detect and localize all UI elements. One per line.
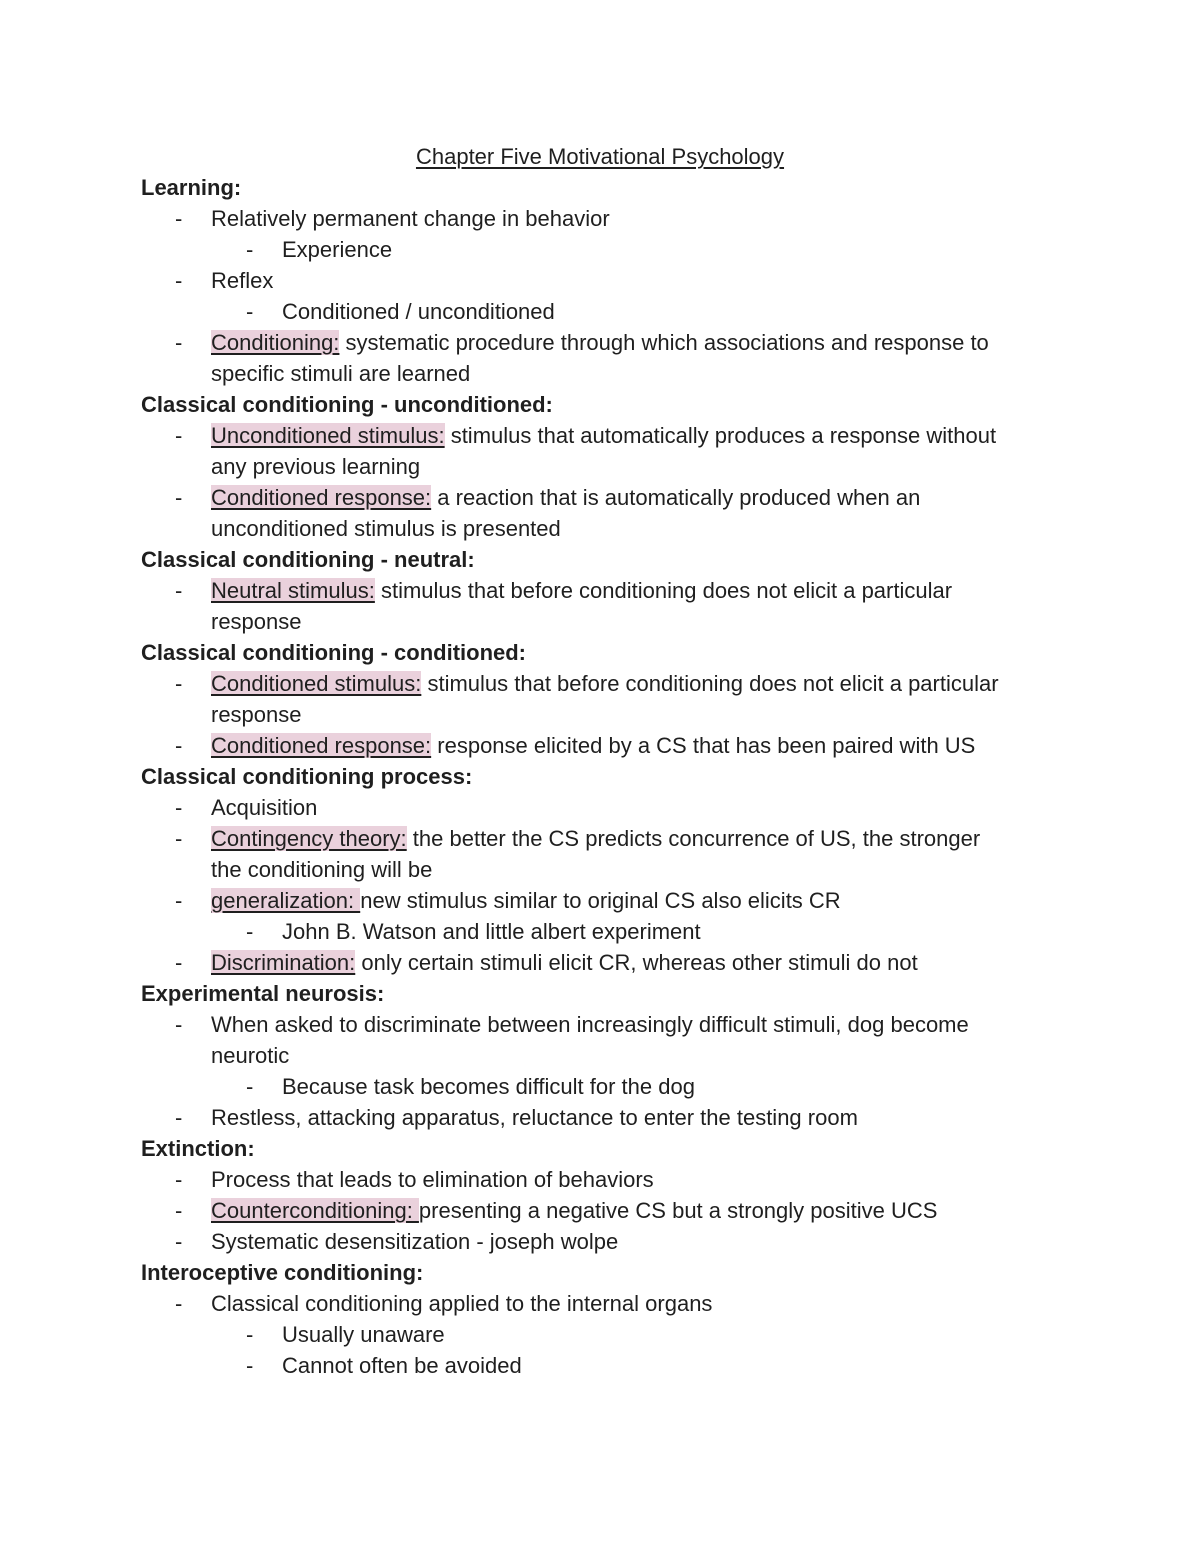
list-item-text: stimulus that automatically produces a response without bbox=[444, 423, 997, 448]
list-item-continuation: response bbox=[211, 609, 302, 634]
list-item-text: Restless, attacking apparatus, reluctance to enter the testing room bbox=[211, 1105, 858, 1130]
list-item bbox=[141, 1164, 1071, 1195]
bullet-dash: - bbox=[175, 950, 183, 975]
bullet-dash: - bbox=[175, 578, 183, 603]
list-item-text: new stimulus similar to original CS also elicits CR bbox=[360, 888, 841, 913]
list-item bbox=[141, 947, 1071, 978]
section-heading: Classical conditioning process: bbox=[141, 764, 473, 789]
list-item-text: Conditioned / unconditioned bbox=[282, 299, 555, 324]
list-item-text: Experience bbox=[282, 237, 393, 262]
sub-list-item bbox=[141, 234, 1071, 265]
list-item-text: Systematic desensitization - joseph wolpe bbox=[211, 1229, 619, 1254]
list-item-text: stimulus that before conditioning does not elicit a particular bbox=[421, 671, 999, 696]
bullet-dash: - bbox=[246, 919, 254, 944]
list-item bbox=[141, 792, 1071, 823]
sub-list-item bbox=[141, 1350, 1071, 1381]
list-item bbox=[141, 1102, 1071, 1133]
highlighted-term: Discrimination: bbox=[211, 950, 356, 975]
list-item bbox=[141, 327, 1071, 358]
list-item bbox=[141, 482, 1071, 513]
list-item-continuation: neurotic bbox=[211, 1043, 290, 1068]
highlighted-term: generalization: bbox=[211, 888, 361, 913]
bullet-dash: - bbox=[175, 1105, 183, 1130]
sub-list-item bbox=[141, 1319, 1071, 1350]
list-item-text: Because task becomes difficult for the dog bbox=[282, 1074, 695, 1099]
bullet-dash: - bbox=[246, 237, 254, 262]
highlighted-term: Counterconditioning: bbox=[211, 1198, 419, 1223]
bullet-dash: - bbox=[175, 485, 183, 510]
notes-body bbox=[141, 172, 1071, 1381]
bullet-dash: - bbox=[175, 330, 183, 355]
list-item-text: systematic procedure through which associations and response to bbox=[339, 330, 989, 355]
highlighted-term: Conditioned response: bbox=[211, 485, 432, 510]
list-item-continuation: unconditioned stimulus is presented bbox=[211, 516, 561, 541]
highlighted-term: Conditioning: bbox=[211, 330, 340, 355]
bullet-dash: - bbox=[246, 299, 254, 324]
list-item-continuation: any previous learning bbox=[211, 454, 421, 479]
highlighted-term: Contingency theory: bbox=[211, 826, 407, 851]
list-item-text: a reaction that is automatically produced when an bbox=[431, 485, 921, 510]
bullet-dash: - bbox=[175, 1198, 183, 1223]
list-item-text: Classical conditioning applied to the internal organs bbox=[211, 1291, 713, 1316]
bullet-dash: - bbox=[175, 795, 183, 820]
bullet-dash: - bbox=[246, 1322, 254, 1347]
list-item-text: Cannot often be avoided bbox=[282, 1353, 522, 1378]
page-title: Chapter Five Motivational Psychology bbox=[415, 144, 785, 169]
list-item bbox=[141, 668, 1071, 699]
list-item-text: Acquisition bbox=[211, 795, 318, 820]
list-item bbox=[141, 823, 1071, 854]
list-item bbox=[141, 1288, 1071, 1319]
section-heading: Learning: bbox=[141, 175, 242, 200]
list-item bbox=[141, 420, 1071, 451]
section-heading: Classical conditioning - neutral: bbox=[141, 547, 475, 572]
list-item bbox=[141, 730, 1071, 761]
bullet-dash: - bbox=[175, 1291, 183, 1316]
list-item-text: Relatively permanent change in behavior bbox=[211, 206, 610, 231]
list-item-text: the better the CS predicts concurrence of US, the stronger bbox=[406, 826, 981, 851]
list-item bbox=[141, 885, 1071, 916]
list-item-text: response elicited by a CS that has been paired with US bbox=[431, 733, 976, 758]
bullet-dash: - bbox=[246, 1074, 254, 1099]
bullet-dash: - bbox=[246, 1353, 254, 1378]
section-heading: Interoceptive conditioning: bbox=[141, 1260, 424, 1285]
list-item bbox=[141, 265, 1071, 296]
list-item-text: only certain stimuli elicit CR, whereas other stimuli do not bbox=[355, 950, 918, 975]
list-item-continuation: the conditioning will be bbox=[211, 857, 433, 882]
bullet-dash: - bbox=[175, 423, 183, 448]
list-item-text: Process that leads to elimination of behaviors bbox=[211, 1167, 654, 1192]
list-item bbox=[141, 1009, 1071, 1040]
highlighted-term: Unconditioned stimulus: bbox=[211, 423, 445, 448]
sub-list-item bbox=[141, 916, 1071, 947]
list-item-text: Usually unaware bbox=[282, 1322, 445, 1347]
list-item-text: stimulus that before conditioning does not elicit a particular bbox=[374, 578, 953, 603]
bullet-dash: - bbox=[175, 1229, 183, 1254]
highlighted-term: Neutral stimulus: bbox=[211, 578, 375, 603]
list-item-text: Reflex bbox=[211, 268, 274, 293]
bullet-dash: - bbox=[175, 888, 183, 913]
bullet-dash: - bbox=[175, 268, 183, 293]
list-item-text: presenting a negative CS but a strongly positive UCS bbox=[418, 1198, 938, 1223]
list-item-continuation: specific stimuli are learned bbox=[211, 361, 471, 386]
sub-list-item bbox=[141, 296, 1071, 327]
highlighted-term: Conditioned stimulus: bbox=[211, 671, 422, 696]
bullet-dash: - bbox=[175, 733, 183, 758]
bullet-dash: - bbox=[175, 826, 183, 851]
sub-list-item bbox=[141, 1071, 1071, 1102]
list-item-text: John B. Watson and little albert experiment bbox=[282, 919, 701, 944]
list-item bbox=[141, 1195, 1071, 1226]
list-item-text: When asked to discriminate between increasingly difficult stimuli, dog become bbox=[211, 1012, 969, 1037]
section-heading: Extinction: bbox=[141, 1136, 255, 1161]
bullet-dash: - bbox=[175, 671, 183, 696]
highlighted-term: Conditioned response: bbox=[211, 733, 432, 758]
list-item-continuation: response bbox=[211, 702, 302, 727]
list-item bbox=[141, 1226, 1071, 1257]
section-heading: Classical conditioning - unconditioned: bbox=[141, 392, 553, 417]
bullet-dash: - bbox=[175, 206, 183, 231]
section-heading: Classical conditioning - conditioned: bbox=[141, 640, 527, 665]
bullet-dash: - bbox=[175, 1012, 183, 1037]
list-item bbox=[141, 575, 1071, 606]
list-item bbox=[141, 203, 1071, 234]
section-heading: Experimental neurosis: bbox=[141, 981, 385, 1006]
bullet-dash: - bbox=[175, 1167, 183, 1192]
